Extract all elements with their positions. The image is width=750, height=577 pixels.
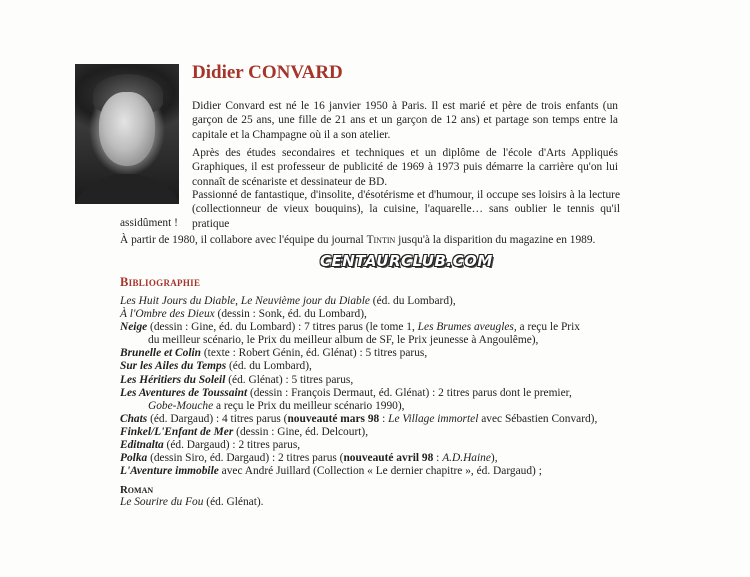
list-item: Chats (éd. Dargaud) : 4 titres parus (nouveauté mars 98 : Le Village immortel avec Sébastien Convard), bbox=[120, 412, 598, 425]
bio-paragraph-1: Didier Convard est né le 16 janvier 1950 à Paris. Il est marié et père de trois enfants (un garçon de 25 ans, une fille de 21 ans et un garçon de 12 ans) et partage son temps entre la capitale et la Champagne où il a son atelier. bbox=[192, 100, 618, 141]
bio-paragraph-3-continued: assidûment ! bbox=[120, 217, 178, 229]
author-name bbox=[192, 62, 343, 84]
bio-paragraph-2: Après des études secondaires et techniques et un diplôme de l'école d'Arts Appliqués Graphiques, il est professeur de publicité de 1969 à 1973 puis démarre la carrière qu'on lui connaît de scénariste et dessinateur de BD. bbox=[192, 147, 618, 188]
roman-heading: Roman bbox=[120, 484, 154, 496]
list-item: Neige (dessin : Gine, éd. du Lombard) : 7 titres parus (le tome 1, Les Brumes aveugles, a reçu le Prix bbox=[120, 321, 580, 334]
author-photo bbox=[75, 64, 179, 204]
list-item-continued: Gobe-Mouche a reçu le Prix du meilleur scénario 1990), bbox=[148, 399, 405, 412]
list-item: Finkel/L'Enfant de Mer (dessin : Gine, éd. Delcourt), bbox=[120, 425, 369, 438]
list-item: Brunelle et Colin (texte : Robert Génin, éd. Glénat) : 5 titres parus, bbox=[120, 347, 428, 360]
list-item: L'Aventure immobile avec André Juillard (Collection « Le dernier chapitre », éd. Dargaud) ; bbox=[120, 465, 542, 478]
watermark: CENTAURCLUB.COM bbox=[320, 252, 493, 270]
author-first-name: Didier bbox=[192, 62, 244, 83]
list-item: Les Héritiers du Soleil (éd. Glénat) : 5 titres parus, bbox=[120, 373, 354, 386]
roman-item: Le Sourire du Fou (éd. Glénat). bbox=[120, 496, 264, 508]
list-item-continued: du meilleur scénario, le Prix du meilleur album de SF, le Prix jeunesse à Angoulême), bbox=[148, 334, 539, 347]
bio-paragraph-4: À partir de 1980, il collabore avec l'équipe du journal Tintin jusqu'à la disparition du magazine en 1989. bbox=[120, 234, 596, 246]
list-item: Les Huit Jours du Diable, Le Neuvième jour du Diable (éd. du Lombard), bbox=[120, 295, 456, 307]
bibliography-heading: Bibliographie bbox=[120, 275, 201, 289]
list-item: Polka (dessin Siro, éd. Dargaud) : 2 titres parus (nouveauté avril 98 : A.D.Haine), bbox=[120, 452, 498, 465]
bio-paragraph-3: Passionné de fantastique, d'insolite, d'ésotérisme et d'humour, il occupe ses loisirs à la lecture (collectionneur de vieux bouquins), la cuisine, l'aquarelle… sans oublier le tennis qu'il pratique bbox=[192, 189, 620, 230]
author-last-name: CONVARD bbox=[248, 62, 343, 83]
list-item: Editnalta (éd. Dargaud) : 2 titres parus, bbox=[120, 439, 301, 452]
list-item: Sur les Ailes du Temps (éd. du Lombard), bbox=[120, 360, 312, 373]
journal-name: Tintin bbox=[366, 234, 396, 246]
list-item: À l'Ombre des Dieux (dessin : Sonk, éd. du Lombard), bbox=[120, 308, 367, 321]
list-item: Les Aventures de Toussaint (dessin : François Dermaut, éd. Glénat) : 2 titres parus dont le premier, bbox=[120, 386, 572, 399]
bibliography-list bbox=[120, 295, 640, 478]
